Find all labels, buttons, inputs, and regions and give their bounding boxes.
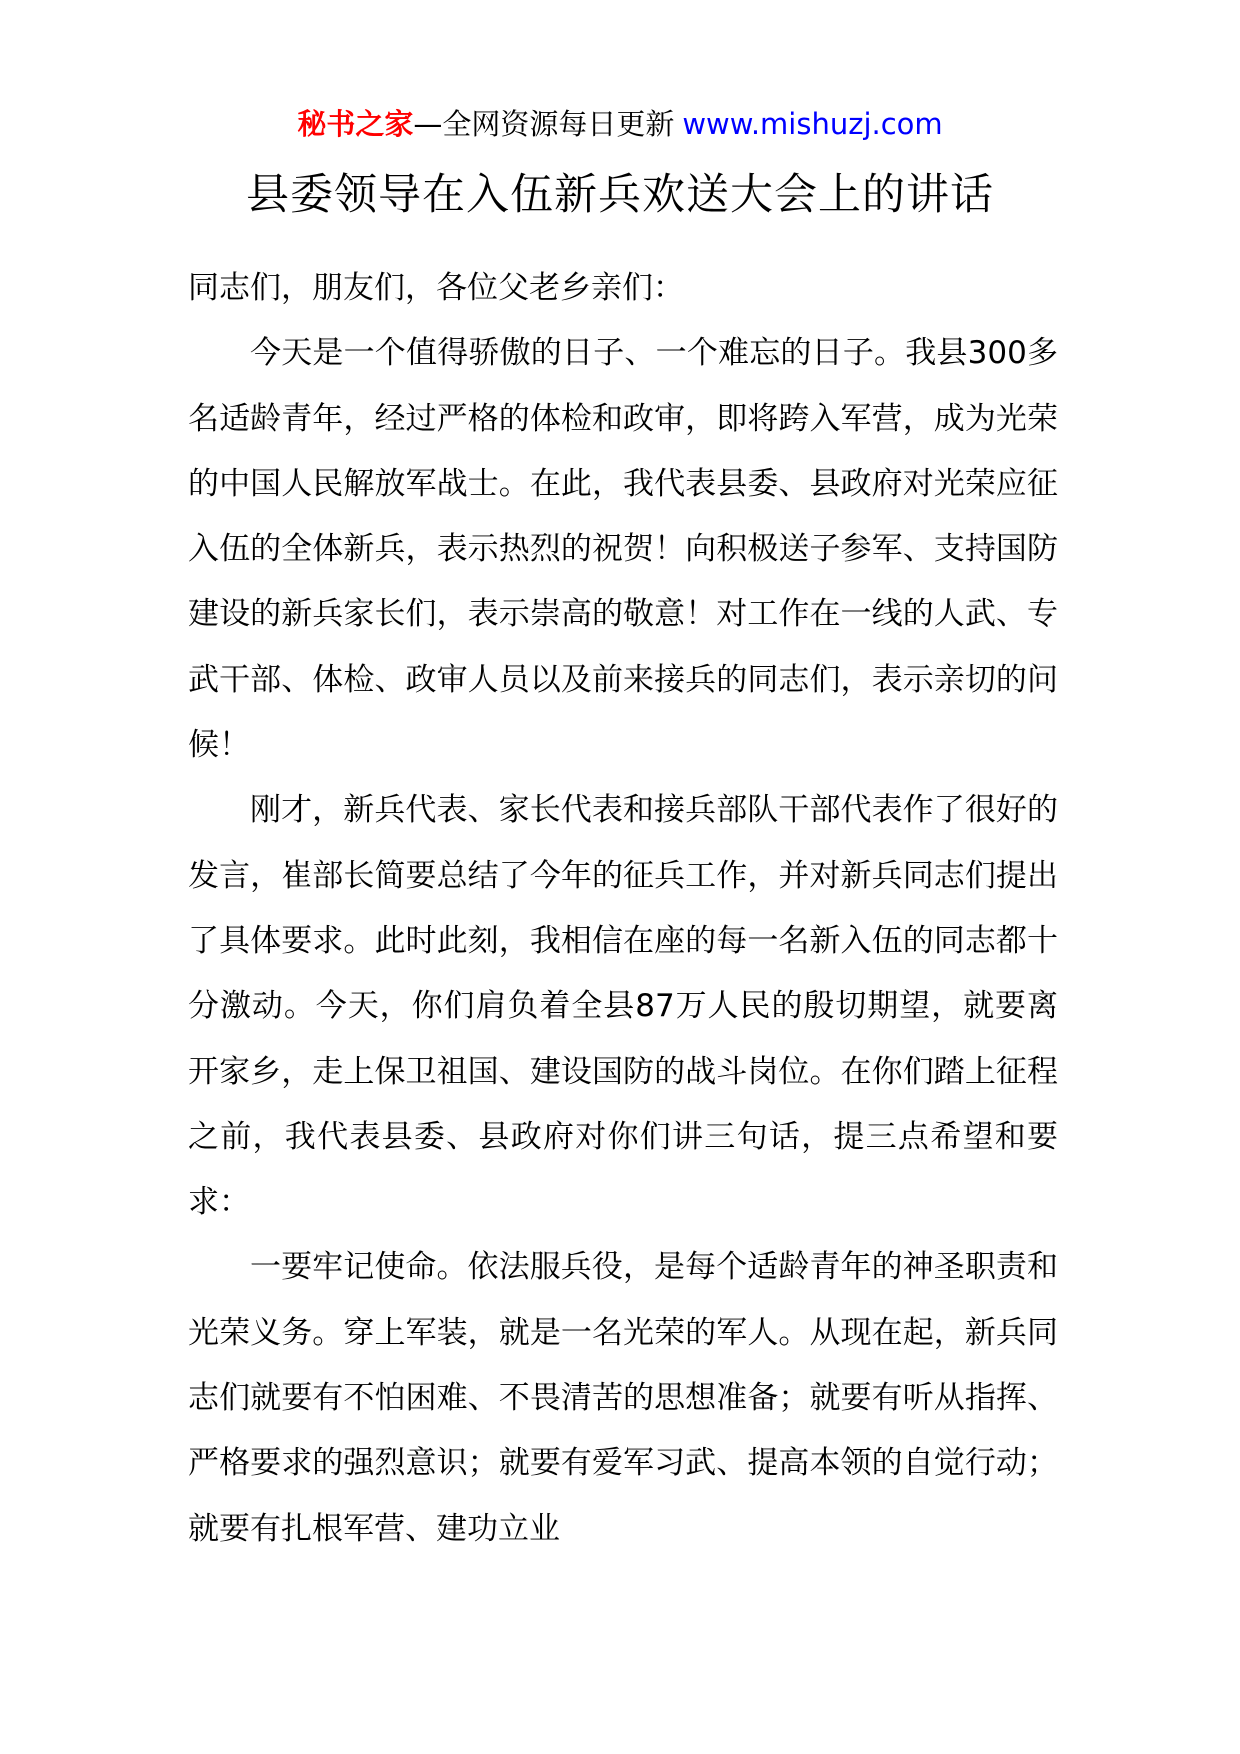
paragraph-1: 今天是一个值得骄傲的日子、一个难忘的日子。我县300多名适龄青年，经过严格的体检和政审，即将跨入军营，成为光荣的中国人民解放军战士。在此，我代表县委、县政府对光荣应征入伍的全体新兵，表示热烈的祝贺！向积极送子参军、支持国防建设的新兵家长们，表示崇高的敬意！对工作在一线的人武、专武干部、体检、政审人员以及前来接兵的同志们，表示亲切的问候！ — [188, 335, 1058, 764]
site-header — [0, 100, 1240, 148]
salutation: 同志们，朋友们，各位父老乡亲们： — [188, 270, 684, 306]
document-title: 县委领导在入伍新兵欢送大会上的讲话 — [246, 170, 994, 220]
document-body — [188, 256, 1058, 1562]
site-url-link[interactable]: www.mishuzj.com — [682, 107, 943, 141]
paragraph-3: 一要牢记使命。依法服兵役，是每个适龄青年的神圣职责和光荣义务。穿上军装，就是一名光荣的军人。从现在起，新兵同志们就要有不怕困难、不畏清苦的思想准备；就要有听从指挥、严格要求的强烈意识；就要有爱军习武、提高本领的自觉行动；就要有扎根军营、建功立业 — [188, 1249, 1058, 1547]
brand-name: 秘书之家 — [297, 107, 414, 141]
header-tagline: —全网资源每日更新 — [413, 107, 675, 141]
paragraph-2: 刚才，新兵代表、家长代表和接兵部队干部代表作了很好的发言，崔部长简要总结了今年的征兵工作，并对新兵同志们提出了具体要求。此时此刻，我相信在座的每一名新入伍的同志都十分激动。今天，你们肩负着全县87万人民的殷切期望，就要离开家乡，走上保卫祖国、建设国防的战斗岗位。在你们踏上征程之前，我代表县委、县政府对你们讲三句话，提三点希望和要求： — [188, 792, 1058, 1221]
